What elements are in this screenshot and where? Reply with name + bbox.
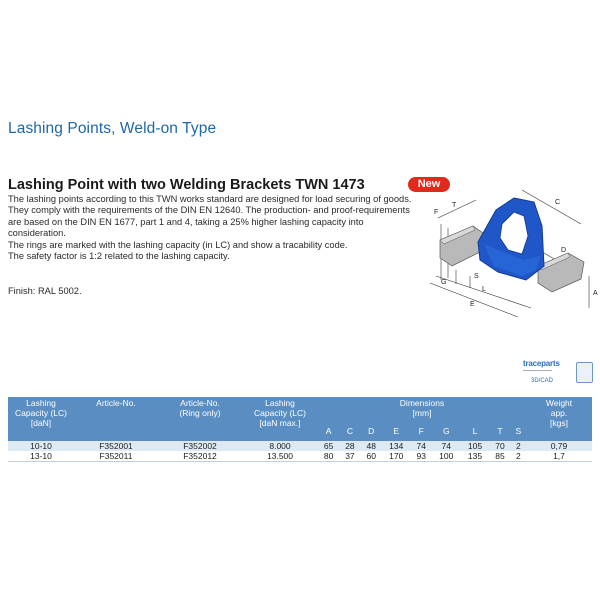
table-row: [8, 441, 592, 451]
dimension-label: D: [561, 247, 567, 254]
header-article-no: Article-No.: [74, 397, 158, 441]
cell-dim-a: 80: [318, 451, 339, 462]
cell-article: F352011: [74, 451, 158, 462]
header-article-no-ring: Article-No. (Ring only): [158, 397, 242, 441]
header-lashing-capacity: Lashing Capacity (LC) [daN]: [8, 397, 74, 441]
section-title: Lashing Points, Weld-on Type: [8, 120, 217, 137]
cell-dim-d: 48: [361, 441, 382, 451]
cell-dim-f: 74: [411, 441, 432, 451]
header-dim-e: E: [382, 418, 411, 441]
cell-lc-max: 8.000: [242, 441, 318, 451]
cell-article-ring: F352002: [158, 441, 242, 451]
header-weight: Weight app. [kgs]: [526, 397, 592, 441]
cell-dim-t: 70: [489, 441, 510, 451]
cad-file-icon: [576, 362, 593, 383]
cell-lc: 10-10: [8, 441, 74, 451]
finish-note: Finish: RAL 5002.: [8, 286, 82, 296]
cell-dim-e: 170: [382, 451, 411, 462]
header-dim-t: T: [489, 418, 510, 441]
header-dim-a: A: [318, 418, 339, 441]
dimension-label: S: [474, 273, 479, 280]
description-paragraph: The lashing points according to this TWN works standard are designed for load securing of goods. They comply with the requirements of the DIN EN 12640. The production- and proof-requirements are based on the DIN EN 1677, part 1 and 4, taking a 25% higher lashing capacity into consideration.: [8, 194, 412, 239]
traceparts-logo: [523, 359, 575, 373]
dimension-label: E: [470, 301, 475, 308]
dimension-label: T: [452, 202, 457, 209]
specification-table: [8, 397, 592, 462]
traceparts-tagline: ━━━━━━━━━━━━: [523, 368, 552, 373]
cell-dim-l: 105: [461, 441, 490, 451]
traceparts-cad-label: 3D/CAD: [531, 378, 554, 384]
cad-download-logos[interactable]: [523, 352, 593, 392]
product-title: Lashing Point with two Welding Brackets TWN 1473: [8, 177, 365, 193]
cell-weight: 1,7: [526, 451, 592, 462]
cell-weight: 0,79: [526, 441, 592, 451]
cell-lc: 13-10: [8, 451, 74, 462]
product-description: [8, 194, 412, 262]
table-row: [8, 451, 592, 462]
dimension-label: L: [482, 286, 486, 293]
header-dim-s: S: [511, 418, 526, 441]
new-badge: New: [408, 177, 450, 192]
header-dim-c: C: [339, 418, 360, 441]
lashing-point-diagram: [418, 180, 600, 325]
description-paragraph: The rings are marked with the lashing capacity (in LC) and show a tracability code.: [8, 239, 348, 250]
cell-dim-c: 28: [339, 441, 360, 451]
header-dim-g: G: [432, 418, 461, 441]
description-paragraph: The safety factor is 1:2 related to the lashing capacity.: [8, 251, 230, 262]
cell-dim-g: 74: [432, 441, 461, 451]
header-lashing-capacity-max: Lashing Capacity (LC) [daN max.]: [242, 397, 318, 441]
cell-dim-a: 65: [318, 441, 339, 451]
dimension-label: A: [593, 290, 598, 297]
cell-dim-c: 37: [339, 451, 360, 462]
cell-article: F352001: [74, 441, 158, 451]
cell-dim-e: 134: [382, 441, 411, 451]
cell-dim-s: 2: [511, 451, 526, 462]
cell-dim-s: 2: [511, 441, 526, 451]
cell-article-ring: F352012: [158, 451, 242, 462]
cell-dim-f: 93: [411, 451, 432, 462]
cell-dim-t: 85: [489, 451, 510, 462]
cell-dim-g: 100: [432, 451, 461, 462]
header-dim-f: F: [411, 418, 432, 441]
dimension-label: F: [434, 209, 439, 216]
cell-dim-l: 135: [461, 451, 490, 462]
header-dimensions: Dimensions [mm]: [318, 397, 526, 418]
cell-dim-d: 60: [361, 451, 382, 462]
dimension-label: C: [555, 199, 561, 206]
header-dim-l: L: [461, 418, 490, 441]
dimension-label: G: [441, 279, 447, 286]
cell-lc-max: 13.500: [242, 451, 318, 462]
traceparts-name: traceparts: [523, 359, 560, 368]
header-dim-d: D: [361, 418, 382, 441]
